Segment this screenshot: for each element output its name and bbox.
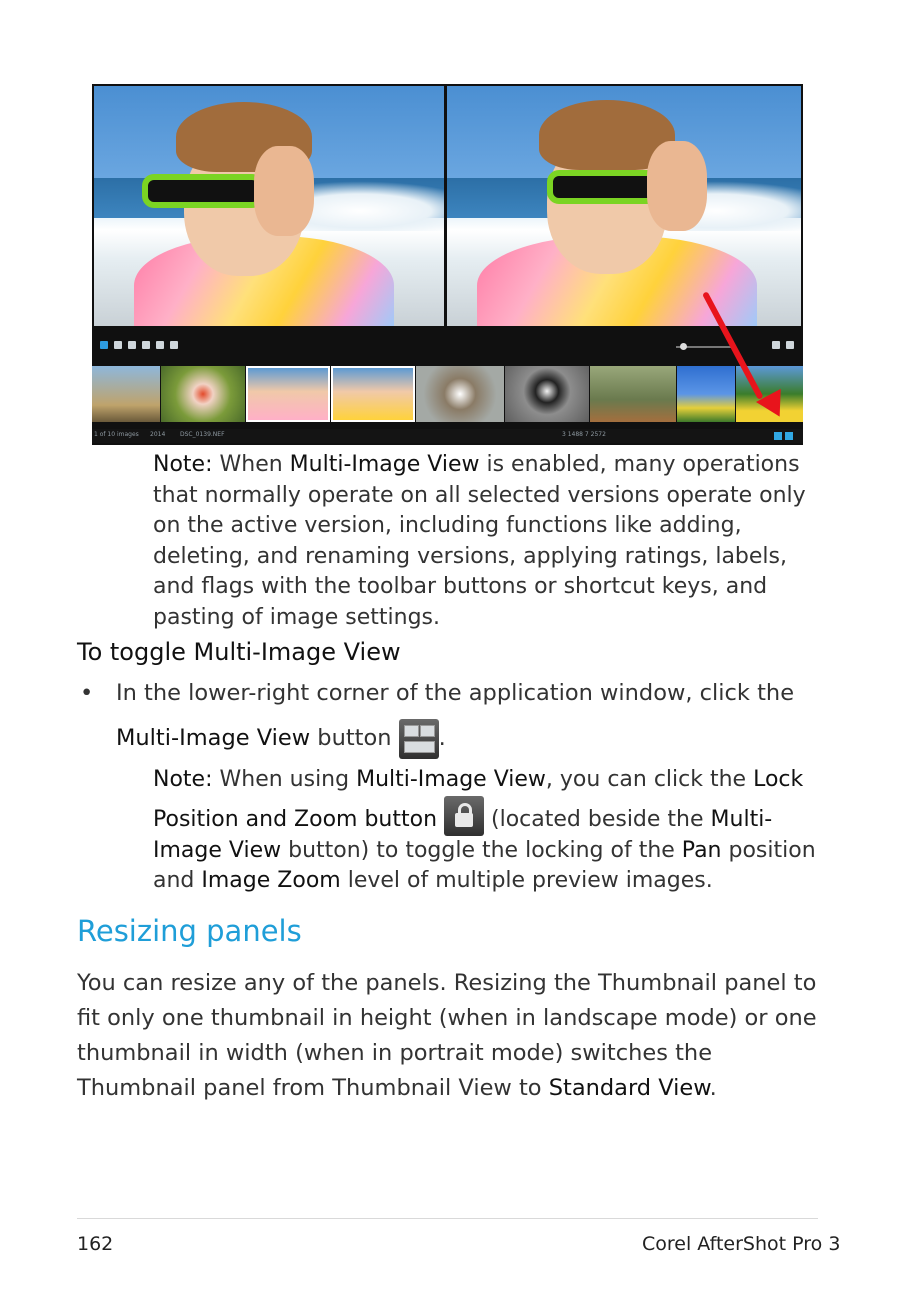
thumbnail[interactable] [505,366,589,422]
note-multi-image-operations: Note: When Multi-Image View is enabled, many operations that normally operate on all selected versions operate only on the active version, including functions like adding, deleting, and renaming versions, applying ratings, labels, and flags with the toolbar buttons or shortcut keys, and pasting of image settings. [153,452,806,630]
straighten-tool-icon[interactable] [170,341,178,349]
section-heading: Resizing panels [77,914,302,948]
heal-tool-icon[interactable] [156,341,164,349]
thumbnail[interactable] [331,366,415,422]
note-label: Note: [153,452,213,477]
file-name-text: DSC_0139.NEF [180,431,225,438]
note-lock-position-zoom: Note: When using Multi-Image View, you can click the Lock Position and Zoom button (located beside the Multi-Image View button) to toggle the locking of the Pan position and Image Zoom level of multiple preview images. [153,767,816,893]
ui-term: Multi-Image View [356,767,546,792]
folder-text: 2014 [150,431,166,438]
bullet-symbol: • [80,680,94,706]
ui-term: Multi-Image View [289,452,480,477]
lock-icon [444,796,484,836]
ui-term: Standard View [548,1075,710,1101]
multi-image-view-icon [399,719,439,759]
ui-term: Pan [681,837,722,863]
zoom-slider-handle[interactable] [680,343,687,350]
preview-toolbar [94,338,801,354]
thumbnail-strip [92,366,803,422]
preview-image-left [94,86,444,326]
ui-term: Image Zoom [201,868,341,893]
fullscreen-icon[interactable] [786,341,794,349]
status-bar [92,429,803,443]
thumbnail[interactable] [416,366,504,422]
crop-tool-icon[interactable] [128,341,136,349]
thumbnail[interactable] [161,366,245,422]
thumbnail[interactable] [590,366,676,422]
thumbnail[interactable] [677,366,735,422]
application-screenshot [92,84,803,445]
ui-term: Multi-Image View [153,806,773,863]
lock-position-zoom-button[interactable] [785,432,793,440]
ui-term: Lock Position and Zoom button [153,767,804,832]
note-label: Note: [153,767,213,792]
footer-title: Corel AfterShot Pro 3 [642,1233,841,1255]
brush-tool-icon[interactable] [114,341,122,349]
thumbnail[interactable] [246,366,330,422]
view-mode-icon[interactable] [772,341,780,349]
ui-term: Multi-Image View [116,725,311,751]
select-tool-icon[interactable] [100,341,108,349]
preview-image-right [447,86,801,326]
redeye-tool-icon[interactable] [142,341,150,349]
page-number: 162 [77,1233,114,1255]
body-paragraph: You can resize any of the panels. Resizing the Thumbnail panel to fit only one thumbnail in height (when in landscape mode) or one thumbnail in width (when in portrait mode) switches the Thumbnail panel from Thumbnail View to Standard View. [77,970,817,1101]
bullet-text: In the lower-right corner of the application window, click the [116,680,795,706]
footer-rule [77,1218,818,1219]
image-count-text: 1 of 10 images [94,431,139,438]
procedure-heading: To toggle Multi-Image View [77,638,401,666]
dimensions-text: 3 1488 7 2572 [562,431,606,438]
thumbnail[interactable] [92,366,160,422]
bullet-continuation: Multi-Image View button . [116,718,446,759]
multi-image-view-button[interactable] [774,432,782,440]
